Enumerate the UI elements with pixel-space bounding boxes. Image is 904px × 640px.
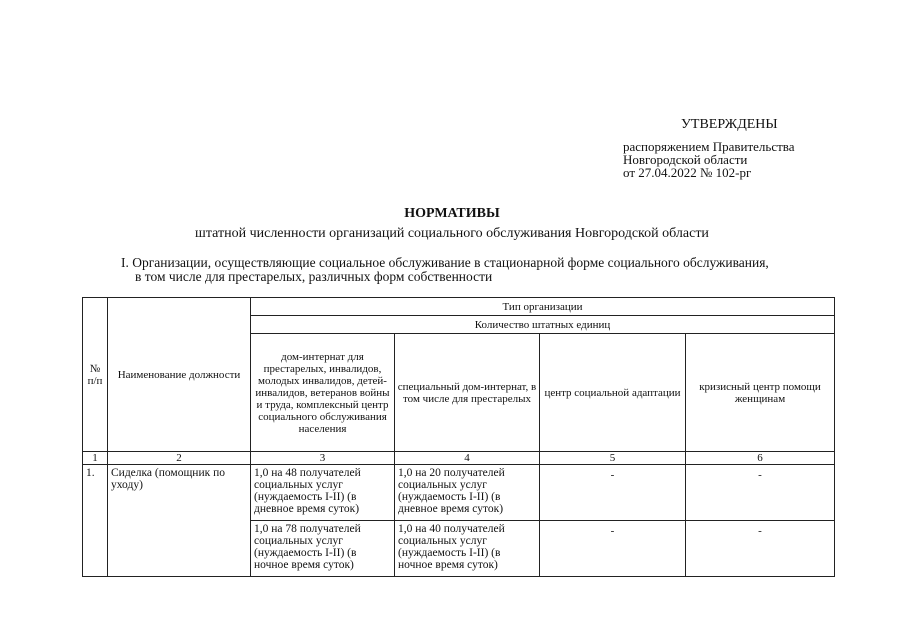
cell-crisis-center-night: - xyxy=(686,521,835,577)
approval-line-1: распоряжением Правительства xyxy=(623,139,795,154)
cell-nursing-home-day: 1,0 на 48 получателей социальных услуг (нуждаемость I-II) (в дневное время суток) xyxy=(251,465,395,521)
header-number: № п/п xyxy=(83,298,108,452)
column-number: 4 xyxy=(395,452,540,465)
column-numbers-row xyxy=(83,452,835,465)
cell-adaptation-center-night: - xyxy=(540,521,686,577)
approval-line-2: Новгородской области xyxy=(623,152,748,167)
header-col-special-home: специальный дом-интернат, в том числе для престарелых xyxy=(395,334,540,452)
row-number: 1. xyxy=(83,465,108,577)
header-organization-type: Тип организации xyxy=(251,298,835,316)
cell-adaptation-center-day: - xyxy=(540,465,686,521)
column-number: 5 xyxy=(540,452,686,465)
header-col-nursing-home: дом-интернат для престарелых, инвалидов, молодых инвалидов, детей-инвалидов, ветеранов войны и труда, комплексный центр социального обслуживания населения xyxy=(251,334,395,452)
document-title: НОРМАТИВЫ xyxy=(404,206,500,221)
table-row xyxy=(83,465,835,521)
approval-block xyxy=(623,118,853,179)
cell-special-home-day: 1,0 на 20 получателей социальных услуг (нуждаемость I-II) (в дневное время суток) xyxy=(395,465,540,521)
approval-line-3: от 27.04.2022 № 102-рг xyxy=(623,165,752,180)
norms-table xyxy=(82,297,835,577)
section-heading xyxy=(121,256,821,284)
cell-crisis-center-day: - xyxy=(686,465,835,521)
section-heading-line-2: в том числе для престарелых, различных форм собственности xyxy=(135,269,493,284)
header-staff-count: Количество штатных единиц xyxy=(251,316,835,334)
column-number: 6 xyxy=(686,452,835,465)
header-col-crisis-center: кризисный центр помощи женщинам xyxy=(686,334,835,452)
header-col-adaptation-center: центр социальной адаптации xyxy=(540,334,686,452)
cell-special-home-night: 1,0 на 40 получателей социальных услуг (нуждаемость I-II) (в ночное время суток) xyxy=(395,521,540,577)
column-number: 3 xyxy=(251,452,395,465)
document-subtitle: штатной численности организаций социального обслуживания Новгородской области xyxy=(195,226,709,241)
column-number: 1 xyxy=(83,452,108,465)
section-heading-line-1: I. Организации, осуществляющие социальное обслуживание в стационарной форме социального обслуживания, xyxy=(121,255,769,270)
column-number: 2 xyxy=(108,452,251,465)
cell-nursing-home-night: 1,0 на 78 получателей социальных услуг (нуждаемость I-II) (в ночное время суток) xyxy=(251,521,395,577)
header-position-name: Наименование должности xyxy=(108,298,251,452)
approval-heading: УТВЕРЖДЕНЫ xyxy=(681,117,778,132)
row-position-name: Сиделка (помощник по уходу) xyxy=(108,465,251,577)
